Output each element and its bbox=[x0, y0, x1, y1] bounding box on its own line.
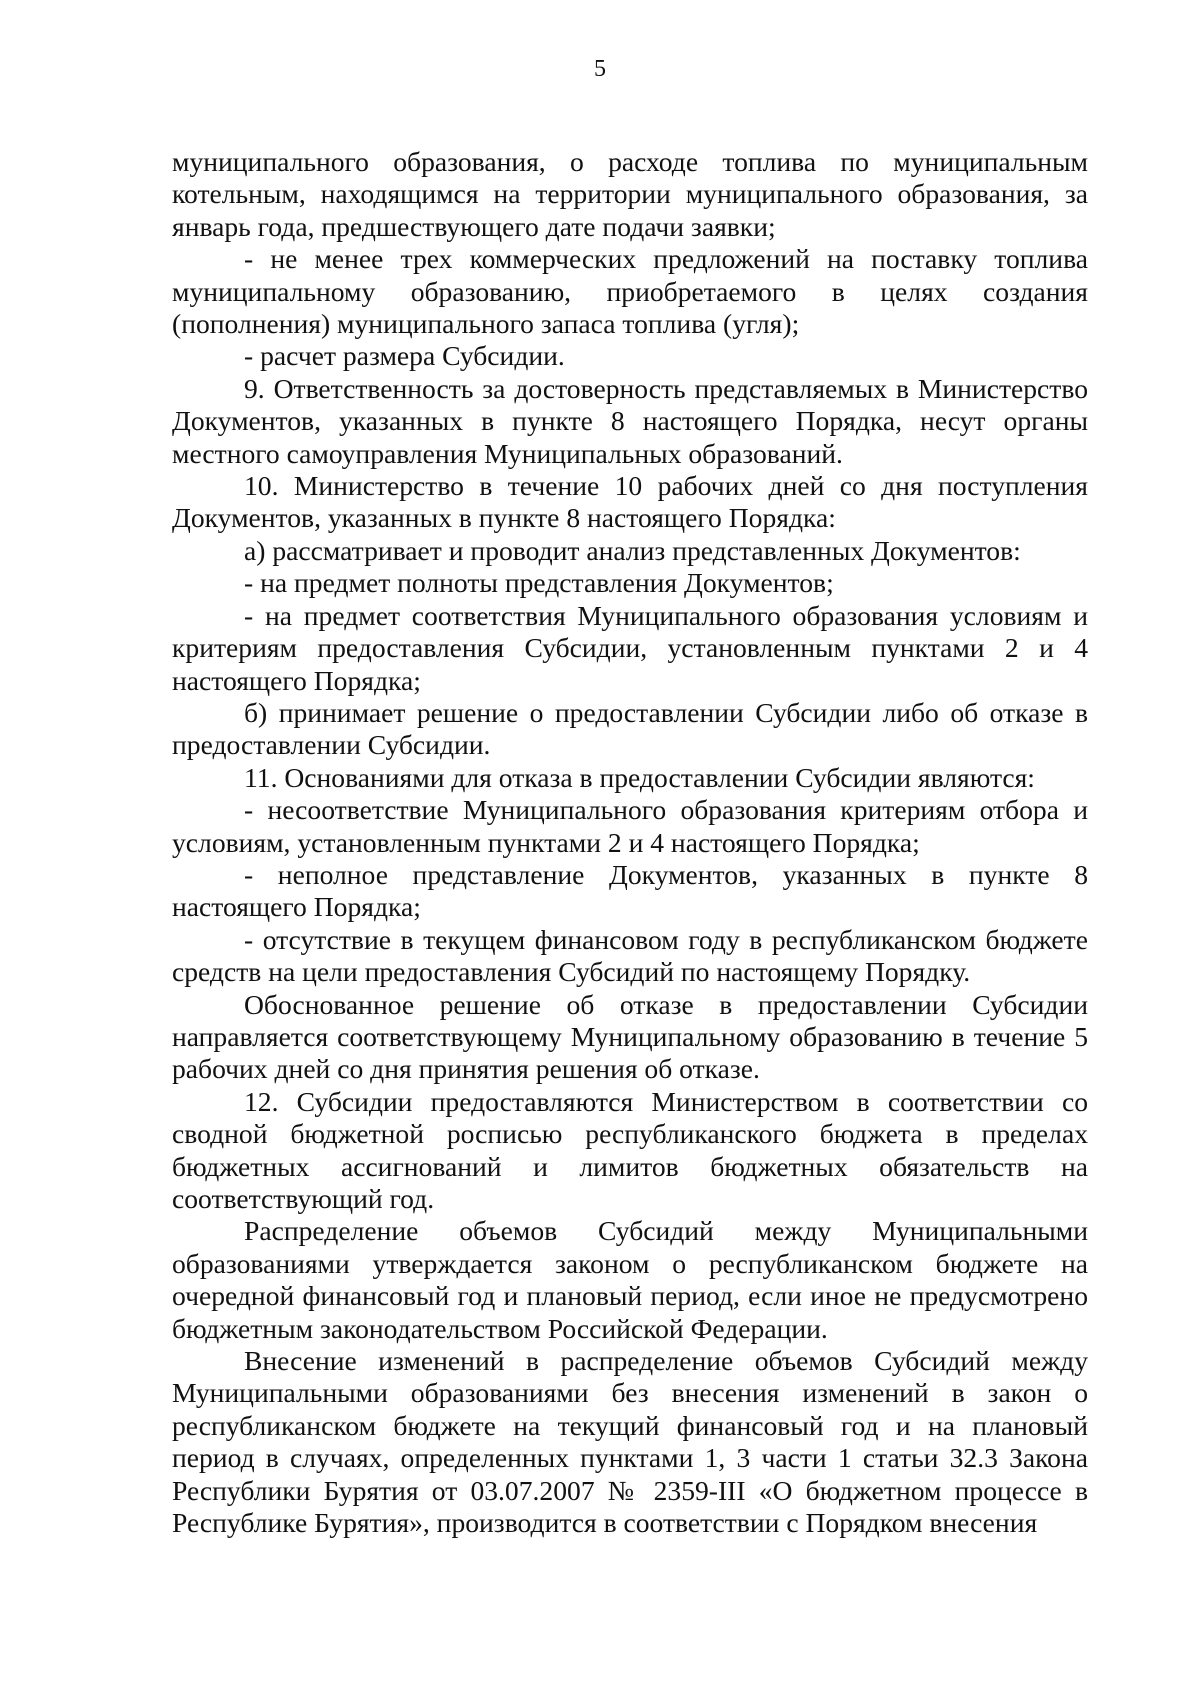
paragraph-subsidy-calculation: - расчет размера Субсидии. bbox=[244, 340, 565, 372]
paragraph-continuation: муниципального образования, о расходе топлива по муниципальным котельным, находящимся на территории муниципального образования, за январь года, предшествующего дате подачи заявки; bbox=[172, 146, 1088, 242]
paragraph-item-10-a: а) рассматривает и проводит анализ представленных Документов: bbox=[244, 534, 1021, 566]
paragraph-item-10: 10. Министерство в течение 10 рабочих дней со дня поступления Документов, указанных в пункте 8 настоящего Порядка: bbox=[172, 470, 1088, 534]
paragraph-item-11: 11. Основаниями для отказа в предоставлении Субсидии являются: bbox=[244, 761, 1035, 793]
paragraph-item-12: 12. Субсидии предоставляются Министерством в соответствии со сводной бюджетной росписью республиканского бюджета в пределах бюджетных ассигнований и лимитов бюджетных обязательств на соответствующий год. bbox=[172, 1085, 1088, 1214]
paragraph-distribution: Распределение объемов Субсидий между Муниципальными образованиями утверждается законом о республиканском бюджете на очередной финансовый год и плановый период, если иное не предусмотрено бюджетным законодательством Российской Федерации. bbox=[172, 1215, 1088, 1344]
paragraph-refusal-mismatch: - несоответствие Муниципального образования критериям отбора и условиям, установленным пунктами 2 и 4 настоящего Порядка; bbox=[172, 794, 1088, 858]
paragraph-refusal-incomplete: - неполное представление Документов, указанных в пункте 8 настоящего Порядка; bbox=[172, 858, 1088, 923]
paragraph-completeness: - на предмет полноты представления Документов; bbox=[244, 567, 834, 599]
paragraph-distribution-changes: Внесение изменений в распределение объемов Субсидий между Муниципальными образованиями без внесения изменений в закон о республиканском бюджете на текущий финансовый год и на плановый период в случаях, определенных пунктами 1, 3 части 1 статьи 32.3 Закона Республики Бурятия от 03.07.2007 № 2359-III «О бюджетном процессе в Республике Бурятия», производится в соответствии с Порядком внесения bbox=[172, 1345, 1088, 1539]
paragraph-commercial-offers: - не менее трех коммерческих предложений на поставку топлива муниципальному образованию, приобретаемого в целях создания (пополнения) муниципального запаса топлива (угля); bbox=[172, 243, 1088, 340]
paragraph-item-9: 9. Ответственность за достоверность представляемых в Министерство Документов, указанных в пункте 8 настоящего Порядка, несут органы местного самоуправления Муниципальных образований. bbox=[172, 372, 1088, 469]
paragraph-item-10-b: б) принимает решение о предоставлении Субсидии либо об отказе в предоставлении Субсидии. bbox=[172, 696, 1088, 761]
paragraph-compliance: - на предмет соответствия Муниципального образования условиям и критериям предоставления Субсидии, установленным пунктами 2 и 4 настоящего Порядка; bbox=[172, 599, 1088, 696]
document-body bbox=[172, 146, 1088, 1539]
page-number: 5 bbox=[594, 56, 606, 82]
paragraph-refusal-notice: Обоснованное решение об отказе в предоставлении Субсидии направляется соответствующему Муниципальному образованию в течение 5 рабочих дней со дня принятия решения об отказе. bbox=[172, 988, 1088, 1085]
paragraph-refusal-no-funds: - отсутствие в текущем финансовом году в республиканском бюджете средств на цели предоставления Субсидий по настоящему Порядку. bbox=[172, 923, 1088, 988]
